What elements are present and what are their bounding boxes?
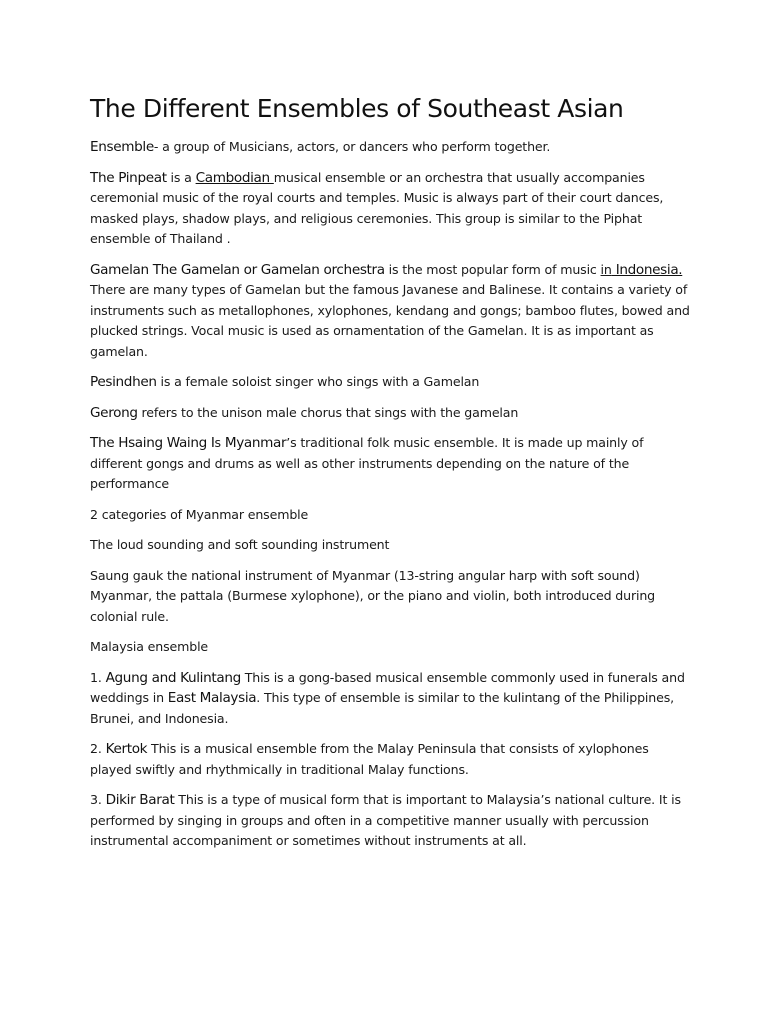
term-ensemble: Ensemble [90,139,154,155]
term-hsaing-waing: The Hsaing Waing I [90,435,215,451]
term-agung-kulintang: Agung and Kulintang [105,669,241,686]
text: s [214,435,225,450]
list-item-dikir-barat [90,790,690,852]
paragraph-saung-gauk: Saung gauk the national instrument of Myanmar (13-string angular harp with soft sound) Myanmar, the pattala (Burmese xylophone), or the piano and violin, both introduced during colonial rule. [90,567,656,624]
paragraph-gerong [90,403,690,424]
text: There are many types of Gamelan but the famous Javanese and Balinese. It contains a variety of instruments such as metallophones, xylophones, kendang and gongs; bamboo flutes, bowed and plucked strings. Vocal music is used as ornamentation of the Gamelan. It is as important as gamelan. [90,282,690,359]
text: This is a gong-based musical ensemble commonly used in funerals and weddings in [90,669,685,705]
text: ’s traditional folk music ensemble. It is made up mainly of different gongs and drums as well as other instruments depending on the nature of the performance [90,435,644,491]
paragraph-gamelan [90,260,690,363]
term-gamelan: Gamelan The Gamelan or Gamelan orchestra [90,261,385,278]
paragraph-malaysia-heading: Malaysia ensemble [90,639,209,654]
term-gerong: Gerong [90,404,138,421]
text: musical ensemble or an orchestra that usually accompanies ceremonial music of the royal courts and temples. Music is always part of their court dances, masked plays, shadow plays, and religious ceremonies. This group is similar to the Piphat ensemble of Thailand . [90,169,664,246]
list-number: 1. [90,669,106,685]
text: is a [166,169,196,185]
paragraph-loud-soft: The loud sounding and soft sounding instrument [90,537,390,552]
text: - a group of Musicians, actors, or dancers who perform together. [153,139,551,154]
text: refers to the unison male chorus that sings with the gamelan [137,404,519,420]
term-myanmar: Myanmar [224,435,287,451]
text: This is a type of musical form that is important to Malaysia’s national culture. It is performed by singing in groups and often in a competitive manner usually with percussion instrumental accompaniment or sometimes without instruments at all. [90,792,681,848]
list-number: 3. [90,792,106,807]
term-kertok: Kertok [105,741,148,757]
paragraph-categories: 2 categories of Myanmar ensemble [90,506,309,522]
text: . This type of ensemble is similar to the kulintang of the Philippines, Brunei, and Indonesia. [90,690,674,726]
link-cambodian[interactable]: Cambodian [195,169,274,186]
text: is a female soloist singer who sings with a Gamelan [156,374,480,389]
list-item-agung-kulintang [90,668,690,730]
paragraph-pesindhen [90,372,690,393]
list-number: 2. [90,741,106,756]
term-pinpeat: The Pinpeat [90,169,167,186]
link-indonesia[interactable]: Indonesia. [611,261,683,278]
page-title: The Different Ensembles of Southeast Asian [90,94,624,123]
term-dikir-barat: Dikir Barat [105,792,175,808]
paragraph-pinpeat [90,168,690,250]
link-in[interactable]: in [600,261,612,277]
document-body [90,94,690,862]
text: This is a musical ensemble from the Malay Peninsula that consists of xylophones played swiftly and rhythmically in traditional Malay functions. [90,741,649,777]
term-east-malaysia: East Malaysia [167,690,257,706]
paragraph-ensemble [90,137,690,158]
text: is the most popular form of music [384,261,601,277]
paragraph-hsaing-waing [90,433,690,495]
list-item-kertok [90,739,690,780]
term-pesindhen: Pesindhen [90,374,157,390]
